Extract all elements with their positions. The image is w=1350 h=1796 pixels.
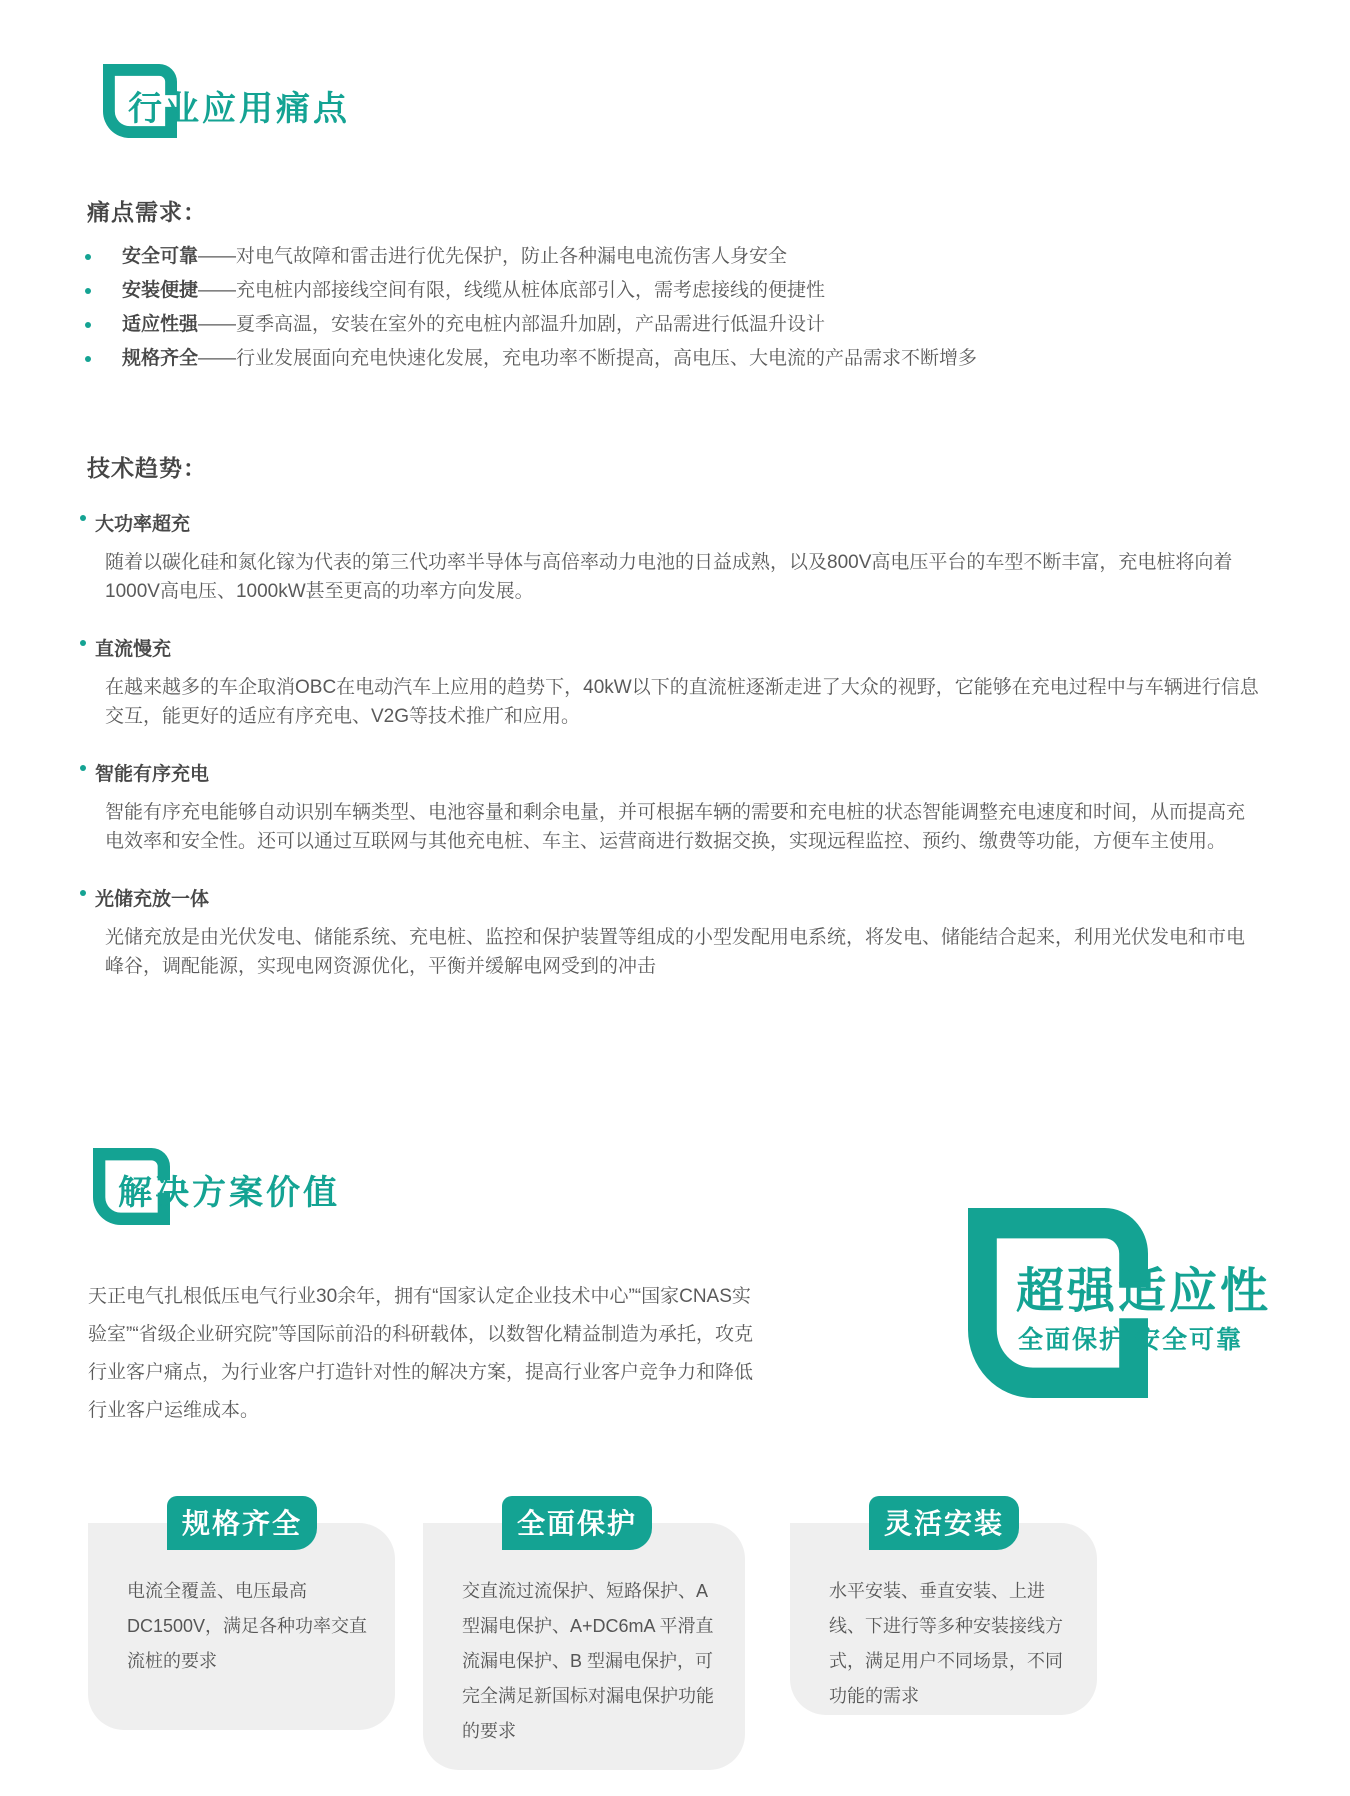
card-body-text: 电流全覆盖、电压最高 DC1500V，满足各种功率交直流桩的要求 xyxy=(127,1581,368,1671)
trend-title xyxy=(80,509,1270,536)
section1-header xyxy=(103,64,350,138)
bullet-dot xyxy=(80,640,86,646)
trend-item xyxy=(80,509,1270,606)
pain-point-item xyxy=(80,281,1270,301)
trend-title-text: 直流慢充 xyxy=(95,639,172,660)
trend-body: 智能有序充电能够自动识别车辆类型、电池容量和剩余电量，并可根据车辆的需要和充电桩的状态智能调整充电速度和时间，从而提高充电效率和安全性。还可以通过互联网与其他充电桩、车主、运营商进行数据交换，实现远程监控、预约、缴费等功能，方便车主使用。 xyxy=(105,802,1246,852)
feature-card-protection xyxy=(423,1508,745,1770)
bullet-dot xyxy=(85,254,91,260)
highlight-subtitle: 全面保护 安全可靠 xyxy=(1018,1326,1243,1354)
pain-points-heading: 痛点需求： xyxy=(87,199,207,225)
pain-point-item xyxy=(80,315,1270,335)
section2-header xyxy=(93,1148,340,1225)
pain-point-text: ——充电桩内部接线空间有限，线缆从桩体底部引入，需考虑接线的便捷性 xyxy=(198,280,826,301)
bullet-dot xyxy=(85,356,91,362)
trend-title xyxy=(80,884,1270,911)
bullet-dot xyxy=(80,515,86,521)
pain-points-block xyxy=(80,194,1270,383)
trend-title xyxy=(80,759,1270,786)
bullet-dot xyxy=(80,765,86,771)
pain-point-item xyxy=(80,247,1270,267)
pain-point-lead: 安全可靠 xyxy=(122,246,199,267)
pain-point-lead: 安装便捷 xyxy=(122,280,199,301)
pain-point-lead: 规格齐全 xyxy=(122,348,199,369)
bullet-dot xyxy=(80,890,86,896)
trend-body: 随着以碳化硅和氮化镓为代表的第三代功率半导体与高倍率动力电池的日益成熟，以及800V高电压平台的车型不断丰富，充电桩将向着1000V高电压、1000kW甚至更高的功率方向发展。 xyxy=(105,552,1233,602)
card-body-text: 水平安装、垂直安装、上进线、下进行等多种安装接线方式，满足用户不同场景，不同功能的需求 xyxy=(829,1581,1063,1706)
trend-title-text: 智能有序充电 xyxy=(95,764,210,785)
pain-points-list xyxy=(80,247,1270,369)
trend-title xyxy=(80,634,1270,661)
card-body-text: 交直流过流保护、短路保护、A 型漏电保护、A+DC6mA 平滑直流漏电保护、B 型漏电保护，可完全满足新国标对漏电保护功能的要求 xyxy=(462,1581,714,1741)
trend-title-text: 大功率超充 xyxy=(95,514,191,535)
pain-point-item xyxy=(80,349,1270,369)
pain-point-lead: 适应性强 xyxy=(122,314,199,335)
trend-title-text: 光储充放一体 xyxy=(95,889,210,910)
trend-body: 在越来越多的车企取消OBC在电动汽车上应用的趋势下，40kW以下的直流桩逐渐走进了大众的视野，它能够在充电过程中与车辆进行信息交互，能更好的适应有序充电、V2G等技术推广和应用。 xyxy=(105,677,1259,727)
section1-title: 行业应用痛点 xyxy=(128,90,350,128)
card-tab: 全面保护 xyxy=(502,1496,652,1550)
card-tab: 规格齐全 xyxy=(167,1496,317,1550)
tech-trends-block xyxy=(80,450,1270,1009)
highlight-title: 超强适应性 xyxy=(1016,1265,1272,1318)
pain-point-text: ——夏季高温，安装在室外的充电桩内部温升加剧，产品需进行低温升设计 xyxy=(198,314,826,335)
section2-title: 解决方案价值 xyxy=(118,1174,340,1212)
feature-card-installation xyxy=(790,1508,1097,1715)
trend-item xyxy=(80,759,1270,856)
trend-body: 光储充放是由光伏发电、储能系统、充电桩、监控和保护装置等组成的小型发配用电系统，将发电、储能结合起来，利用光伏发电和市电峰谷，调配能源，实现电网资源优化，平衡并缓解电网受到的冲击 xyxy=(105,927,1246,977)
solution-intro-paragraph: 天正电气扎根低压电气行业30余年，拥有“国家认定企业技术中心”“国家CNAS实验室”“省级企业研究院”等国际前沿的科研载体，以数智化精益制造为承托，攻克行业客户痛点，为行业客户打造针对性的解决方案，提高行业客户竞争力和降低行业客户运维成本。 xyxy=(88,1286,754,1421)
tech-trends-heading: 技术趋势： xyxy=(87,455,207,481)
feature-card-specs xyxy=(88,1508,395,1730)
bullet-dot xyxy=(85,288,91,294)
trend-item xyxy=(80,884,1270,981)
trend-item xyxy=(80,634,1270,731)
pain-point-text: ——行业发展面向充电快速化发展，充电功率不断提高，高电压、大电流的产品需求不断增多 xyxy=(198,348,978,369)
card-tab: 灵活安装 xyxy=(869,1496,1019,1550)
pain-point-text: ——对电气故障和雷击进行优先保护，防止各种漏电电流伤害人身安全 xyxy=(198,246,788,267)
bullet-dot xyxy=(85,322,91,328)
